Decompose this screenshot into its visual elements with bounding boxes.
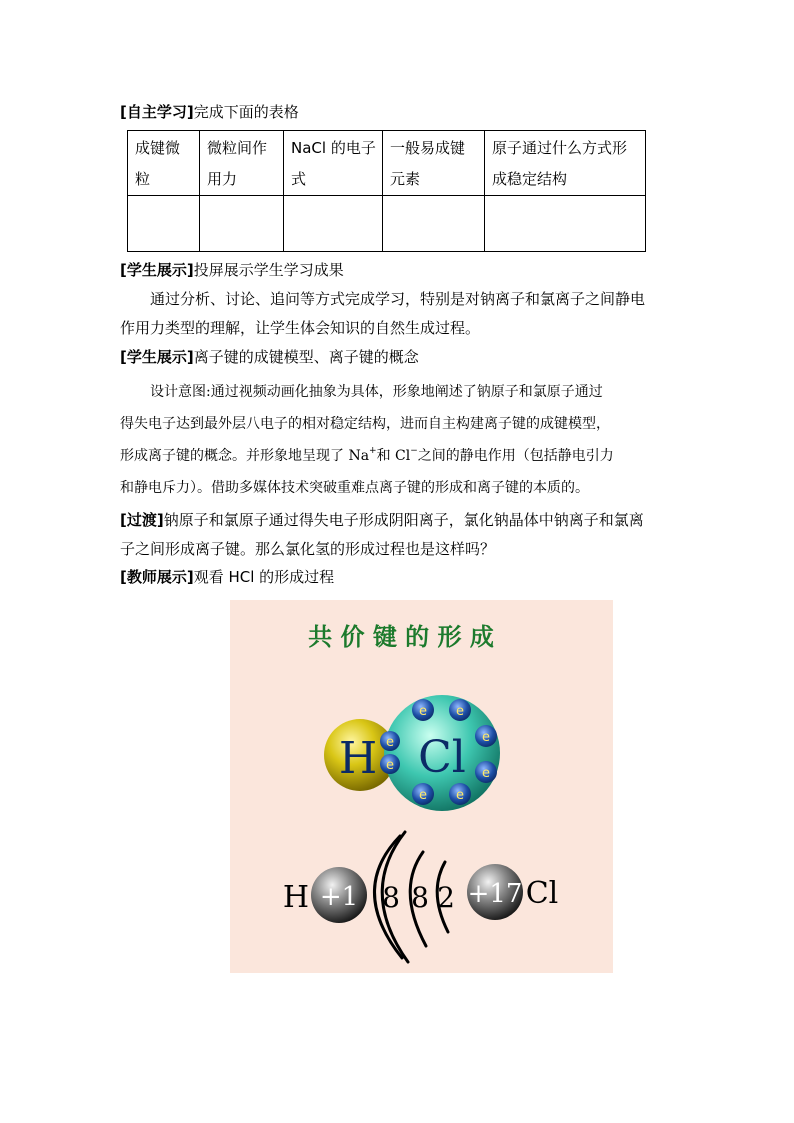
design-text: 形成离子键的概念。并形象地呈现了 Na [120,448,370,464]
table-cell[interactable] [383,196,485,252]
design-text: 之间的静电作用（包括静电引力 [417,448,614,464]
header-text: 一般易成键 [390,139,466,157]
svg-text:e: e [419,704,427,719]
header-text: 式 [291,170,307,188]
svg-text:e: e [482,766,490,781]
h-label: H [282,880,310,915]
table-cell[interactable] [128,196,200,252]
table-header-cell [200,131,284,196]
covalent-bond-figure [230,600,613,973]
student-show-text: 投屏展示学生学习成果 [193,261,344,279]
shell-electron-count: 8 [411,881,429,914]
design-intent-line: 设计意图:通过视频动画化抽象为具体，形象地阐述了钠原子和氯原子通过 [150,384,603,400]
chlorine-symbol: Cl [418,732,466,783]
header-text: 成稳定结构 [492,170,568,188]
table-header-cell [128,131,200,196]
table-header-cell [284,131,383,196]
transition-line [120,510,644,530]
electron [380,731,400,751]
student-show-line [120,347,419,367]
header-text: 原子通过什么方式形 [492,139,628,157]
svg-text:e: e [482,730,490,745]
teacher-show-tag: [教师展示] [120,568,194,586]
header-text: 微粒间作 [207,139,268,157]
svg-text:e: e [419,788,427,803]
paragraph-line: 通过分析、讨论、追问等方式完成学习，特别是对钠离子和氯离子之间静电 [150,290,646,308]
fill-in-table [127,130,646,252]
table-header-cell [485,131,646,196]
shell-electron-count: 2 [437,881,455,914]
figure-title: 共 价 键 的 形 成 [308,622,494,651]
student-show-tag: [学生展示] [120,348,194,366]
svg-text:e: e [456,704,464,719]
design-intent-line: 和静电斥力）。借助多媒体技术突破重难点离子键的形成和离子键的本质的。 [120,480,589,496]
svg-text:e: e [386,758,394,773]
self-study-text: 完成下面的表格 [193,103,299,121]
table-empty-row [128,196,646,252]
header-text: 粒 [135,170,151,188]
transition-tag: [过渡] [120,511,164,529]
student-show-line [120,260,344,280]
table-cell[interactable] [284,196,383,252]
hydrogen-symbol: H [338,733,378,784]
header-text: 元素 [390,170,421,188]
header-text: 用力 [207,170,238,188]
electron [380,754,400,774]
design-intent-line [120,446,614,466]
student-show-tag: [学生展示] [120,261,194,279]
table-cell[interactable] [485,196,646,252]
table-header-row [128,131,646,196]
teacher-show-text: 观看 HCl 的形成过程 [193,568,335,586]
svg-text:e: e [456,788,464,803]
table-header-cell [383,131,485,196]
na-superscript: + [369,446,377,456]
table-cell[interactable] [200,196,284,252]
header-text: NaCl 的电子 [291,139,376,157]
cl-label: Cl [525,876,559,911]
electron [475,761,497,783]
h-nucleus-charge: +1 [319,882,359,912]
electron [475,725,497,747]
teacher-show-line [120,567,334,587]
student-show-text: 离子键的成键模型、离子键的概念 [193,348,419,366]
electron [412,699,434,721]
electron [449,783,471,805]
cl-nucleus-charge: +17 [467,879,523,909]
paragraph-line: 作用力类型的理解，让学生体会知识的自然生成过程。 [120,319,481,337]
self-study-tag: [自主学习] [120,103,194,121]
cl-superscript: − [410,446,418,456]
electron [449,699,471,721]
design-text: 和 Cl [376,448,411,464]
design-intent-line: 得失电子达到最外层八电子的相对稳定结构，进而自主构建离子键的成键模型， [120,416,610,432]
electron [412,783,434,805]
header-text: 成键微 [135,139,181,157]
self-study-line [120,102,299,122]
transition-text: 钠原子和氯原子通过得失电子形成阴阳离子，氯化钠晶体中钠离子和氯离 [163,511,644,529]
shell-electron-count: 8 [382,881,400,914]
transition-line: 子之间形成离子键。那么氯化氢的形成过程也是这样吗？ [120,540,496,558]
svg-text:e: e [386,735,394,750]
